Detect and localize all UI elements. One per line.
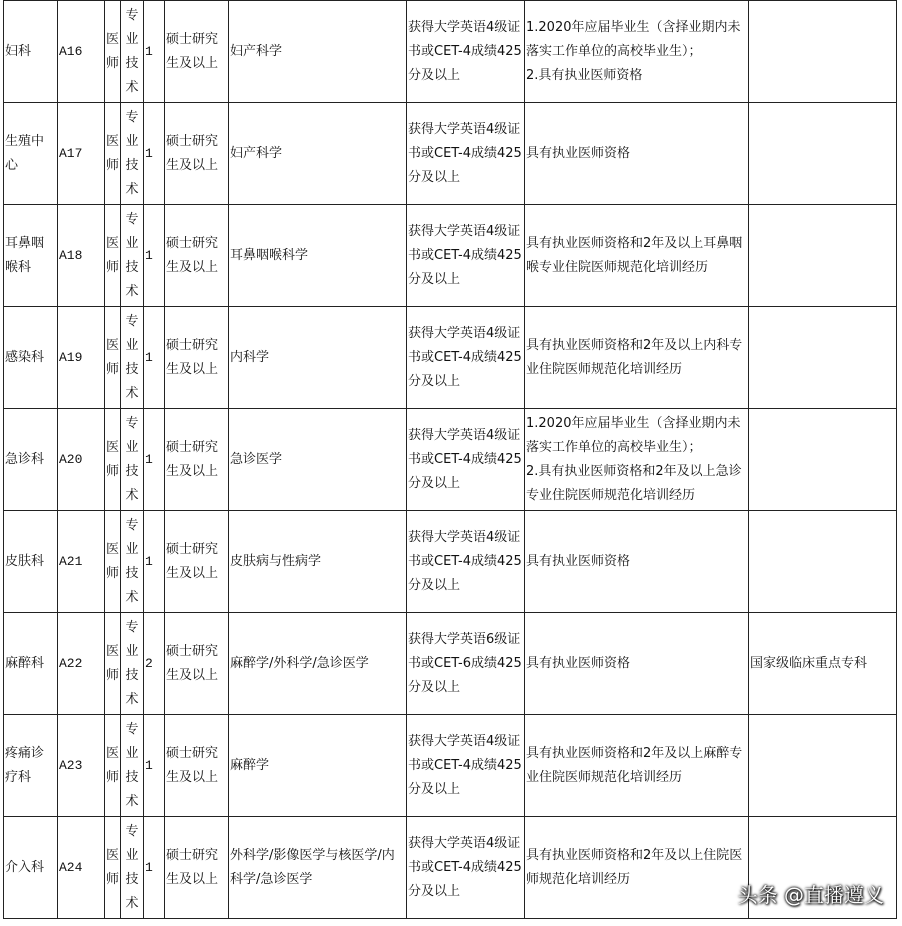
position-type-cell: [105, 511, 121, 613]
position-category-cell: [121, 409, 144, 511]
education-cell: 硕士研究生及以上: [165, 205, 229, 307]
recruitment-table: [3, 0, 897, 919]
department-cell: 生殖中心: [4, 103, 58, 205]
education-cell: 硕士研究生及以上: [165, 511, 229, 613]
language-requirement-cell: 获得大学英语4级证书或CET-4成绩425分及以上: [407, 817, 525, 919]
category-char: 专: [125, 7, 139, 23]
major-cell: 妇产科学: [229, 103, 407, 205]
position-category-cell: [121, 817, 144, 919]
other-requirement-cell: [525, 205, 749, 307]
other-requirement-cell: [525, 409, 749, 511]
note-cell: [749, 715, 897, 817]
note-cell: [749, 103, 897, 205]
category-char: 技: [125, 565, 139, 581]
position-code-cell: A22: [58, 613, 105, 715]
category-char: 技: [125, 871, 139, 887]
department-cell: 疼痛诊疗科: [4, 715, 58, 817]
type-char: 师: [106, 361, 120, 377]
position-category-cell: [121, 103, 144, 205]
major-cell: 耳鼻咽喉科学: [229, 205, 407, 307]
category-char: 术: [125, 283, 139, 299]
position-type-cell: [105, 817, 121, 919]
requirement-line: 具有执业医师资格: [526, 145, 631, 161]
major-cell: 麻醉学: [229, 715, 407, 817]
department-cell: 感染科: [4, 307, 58, 409]
language-requirement-cell: 获得大学英语4级证书或CET-4成绩425分及以上: [407, 409, 525, 511]
education-cell: 硕士研究生及以上: [165, 613, 229, 715]
department-cell: 介入科: [4, 817, 58, 919]
headcount-cell: 1: [144, 511, 165, 613]
category-char: 技: [125, 55, 139, 71]
type-char: 师: [106, 55, 120, 71]
type-char: 医: [106, 31, 120, 47]
other-requirement-cell: [525, 103, 749, 205]
type-char: 医: [106, 745, 120, 761]
note-cell: [749, 307, 897, 409]
position-category-cell: [121, 715, 144, 817]
category-char: 术: [125, 691, 139, 707]
category-char: 技: [125, 769, 139, 785]
category-char: 业: [125, 31, 139, 47]
category-char: 技: [125, 463, 139, 479]
department-cell: 皮肤科: [4, 511, 58, 613]
other-requirement-cell: [525, 715, 749, 817]
category-char: 专: [125, 517, 139, 533]
department-cell: 耳鼻咽喉科: [4, 205, 58, 307]
table-row: [4, 715, 897, 817]
category-char: 技: [125, 259, 139, 275]
note-cell: [749, 409, 897, 511]
type-char: 师: [106, 871, 120, 887]
category-char: 专: [125, 823, 139, 839]
position-type-cell: [105, 103, 121, 205]
education-cell: 硕士研究生及以上: [165, 103, 229, 205]
position-code-cell: A17: [58, 103, 105, 205]
position-type-cell: [105, 715, 121, 817]
category-char: 术: [125, 589, 139, 605]
category-char: 术: [125, 793, 139, 809]
requirement-line: 2.具有执业医师资格: [526, 67, 643, 83]
requirement-line: 具有执业医师资格: [526, 655, 631, 671]
note-cell: 国家级临床重点专科: [749, 613, 897, 715]
type-char: 师: [106, 565, 120, 581]
type-char: 医: [106, 337, 120, 353]
category-char: 术: [125, 79, 139, 95]
language-requirement-cell: 获得大学英语4级证书或CET-4成绩425分及以上: [407, 307, 525, 409]
education-cell: 硕士研究生及以上: [165, 1, 229, 103]
category-char: 专: [125, 313, 139, 329]
department-cell: 麻醉科: [4, 613, 58, 715]
position-category-cell: [121, 205, 144, 307]
position-type-cell: [105, 1, 121, 103]
category-char: 术: [125, 181, 139, 197]
requirement-line: 1.2020年应届毕业生（含择业期内未落实工作单位的高校毕业生）；: [526, 19, 741, 59]
other-requirement-cell: [525, 817, 749, 919]
department-cell: 急诊科: [4, 409, 58, 511]
category-char: 专: [125, 109, 139, 125]
type-char: 医: [106, 439, 120, 455]
note-cell: [749, 205, 897, 307]
category-char: 术: [125, 487, 139, 503]
position-code-cell: A18: [58, 205, 105, 307]
position-code-cell: A21: [58, 511, 105, 613]
other-requirement-cell: [525, 307, 749, 409]
requirement-line: 具有执业医师资格: [526, 553, 631, 569]
type-char: 师: [106, 769, 120, 785]
table-body: [4, 1, 897, 919]
type-char: 师: [106, 667, 120, 683]
type-char: 医: [106, 847, 120, 863]
position-code-cell: A16: [58, 1, 105, 103]
language-requirement-cell: 获得大学英语4级证书或CET-4成绩425分及以上: [407, 205, 525, 307]
position-type-cell: [105, 205, 121, 307]
type-char: 医: [106, 643, 120, 659]
table-row: [4, 307, 897, 409]
headcount-cell: 1: [144, 1, 165, 103]
headcount-cell: 2: [144, 613, 165, 715]
type-char: 医: [106, 235, 120, 251]
category-char: 业: [125, 745, 139, 761]
category-char: 技: [125, 667, 139, 683]
type-char: 师: [106, 157, 120, 173]
major-cell: 外科学/影像医学与核医学/内科学/急诊医学: [229, 817, 407, 919]
table-row: [4, 511, 897, 613]
education-cell: 硕士研究生及以上: [165, 715, 229, 817]
type-char: 师: [106, 259, 120, 275]
category-char: 专: [125, 211, 139, 227]
category-char: 业: [125, 337, 139, 353]
type-char: 师: [106, 463, 120, 479]
category-char: 技: [125, 361, 139, 377]
other-requirement-cell: [525, 1, 749, 103]
language-requirement-cell: 获得大学英语4级证书或CET-4成绩425分及以上: [407, 1, 525, 103]
position-type-cell: [105, 307, 121, 409]
category-char: 专: [125, 619, 139, 635]
headcount-cell: 1: [144, 409, 165, 511]
language-requirement-cell: 获得大学英语6级证书或CET-6成绩425分及以上: [407, 613, 525, 715]
category-char: 业: [125, 847, 139, 863]
education-cell: 硕士研究生及以上: [165, 307, 229, 409]
category-char: 专: [125, 721, 139, 737]
requirement-line: 具有执业医师资格和2年及以上耳鼻咽喉专业住院医师规范化培训经历: [526, 235, 743, 275]
table-row: [4, 205, 897, 307]
category-char: 业: [125, 541, 139, 557]
note-cell: [749, 1, 897, 103]
category-char: 术: [125, 385, 139, 401]
position-code-cell: A23: [58, 715, 105, 817]
requirement-line: 具有执业医师资格和2年及以上麻醉专业住院医师规范化培训经历: [526, 745, 743, 785]
requirement-line: 2.具有执业医师资格和2年及以上急诊专业住院医师规范化培训经历: [526, 463, 742, 503]
table-row: [4, 613, 897, 715]
position-type-cell: [105, 613, 121, 715]
category-char: 术: [125, 895, 139, 911]
education-cell: 硕士研究生及以上: [165, 817, 229, 919]
position-category-cell: [121, 307, 144, 409]
requirement-line: 具有执业医师资格和2年及以上内科专业住院医师规范化培训经历: [526, 337, 743, 377]
requirement-line: 具有执业医师资格和2年及以上住院医师规范化培训经历: [526, 847, 743, 887]
position-category-cell: [121, 511, 144, 613]
requirement-line: 1.2020年应届毕业生（含择业期内未落实工作单位的高校毕业生）；: [526, 415, 741, 455]
department-cell: 妇科: [4, 1, 58, 103]
headcount-cell: 1: [144, 307, 165, 409]
watermark: 头条 @直播遵义: [737, 883, 884, 907]
language-requirement-cell: 获得大学英语4级证书或CET-4成绩425分及以上: [407, 103, 525, 205]
language-requirement-cell: 获得大学英语4级证书或CET-4成绩425分及以上: [407, 715, 525, 817]
position-category-cell: [121, 1, 144, 103]
education-cell: 硕士研究生及以上: [165, 409, 229, 511]
category-char: 业: [125, 133, 139, 149]
table-row: [4, 409, 897, 511]
category-char: 业: [125, 643, 139, 659]
headcount-cell: 1: [144, 715, 165, 817]
headcount-cell: 1: [144, 205, 165, 307]
category-char: 业: [125, 235, 139, 251]
language-requirement-cell: 获得大学英语4级证书或CET-4成绩425分及以上: [407, 511, 525, 613]
table-row: [4, 103, 897, 205]
major-cell: 急诊医学: [229, 409, 407, 511]
position-code-cell: A20: [58, 409, 105, 511]
headcount-cell: 1: [144, 103, 165, 205]
category-char: 专: [125, 415, 139, 431]
table-row: [4, 1, 897, 103]
type-char: 医: [106, 133, 120, 149]
note-cell: [749, 511, 897, 613]
type-char: 医: [106, 541, 120, 557]
category-char: 技: [125, 157, 139, 173]
major-cell: 皮肤病与性病学: [229, 511, 407, 613]
position-code-cell: A24: [58, 817, 105, 919]
other-requirement-cell: [525, 511, 749, 613]
major-cell: 麻醉学/外科学/急诊医学: [229, 613, 407, 715]
category-char: 业: [125, 439, 139, 455]
position-type-cell: [105, 409, 121, 511]
position-code-cell: A19: [58, 307, 105, 409]
position-category-cell: [121, 613, 144, 715]
headcount-cell: 1: [144, 817, 165, 919]
major-cell: 妇产科学: [229, 1, 407, 103]
major-cell: 内科学: [229, 307, 407, 409]
other-requirement-cell: [525, 613, 749, 715]
